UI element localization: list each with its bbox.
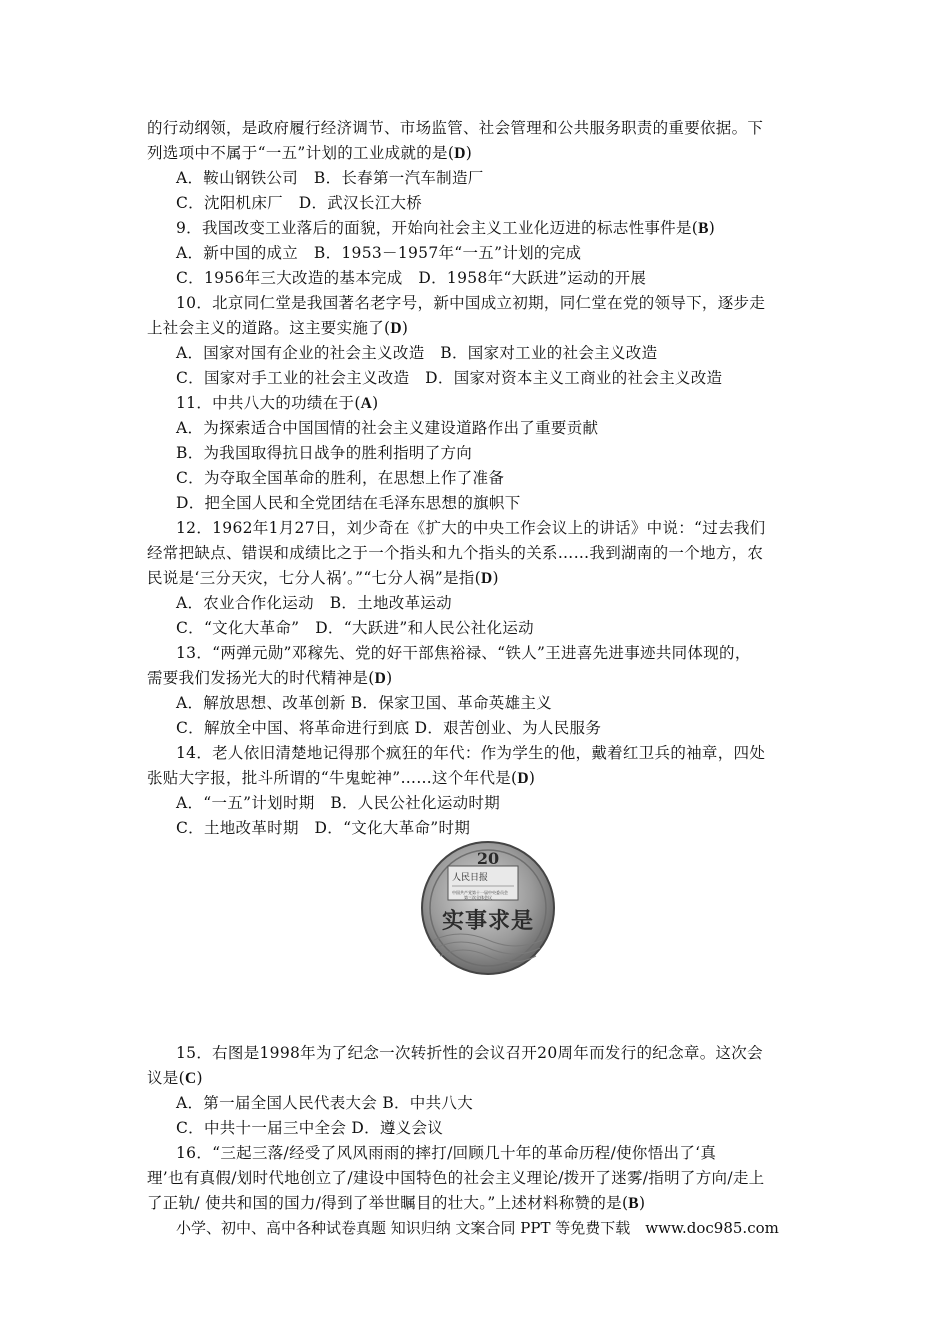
option-line — [176, 268, 646, 288]
option-line — [176, 1093, 473, 1113]
line-text: 15．右图是1998年为了纪念一次转折性的会议召开20周年而发行的纪念章。这次会 — [176, 1044, 763, 1062]
line-text: A．国家对国有企业的社会主义改造 B．国家对工业的社会主义改造 — [176, 344, 658, 362]
question-14-line-2 — [147, 768, 535, 789]
line-text: 11．中共八大的功绩在于( — [176, 394, 361, 412]
line-text: A．为探索适合中国国情的社会主义建设道路作出了重要贡献 — [176, 419, 599, 437]
page-footer: 小学、初中、高中各种试卷真题 知识归纳 文案合同 PPT 等免费下载 www.doc985.com — [176, 1219, 779, 1237]
question-12-line-2 — [147, 543, 763, 563]
option-line — [176, 818, 470, 838]
answer-q16: B — [628, 1195, 639, 1212]
question-9-line — [176, 218, 715, 239]
line-text: C．解放全中国、将革命进行到底 D．艰苦创业、为人民服务 — [176, 719, 602, 737]
question-14-line — [176, 743, 765, 763]
medal-newspaper-name: 人民日报 — [452, 873, 489, 883]
option-line — [176, 243, 581, 263]
option-line — [176, 368, 722, 388]
option-line — [176, 618, 534, 638]
question-10-line — [176, 293, 765, 313]
question-8-line — [147, 143, 472, 164]
option-line — [176, 718, 601, 738]
question-12-line — [176, 518, 765, 538]
line-text: A．解放思想、改革创新 B．保家卫国、革命英雄主义 — [176, 694, 553, 712]
question-16-line-2 — [147, 1168, 764, 1188]
answer-q11: A — [360, 395, 373, 412]
option-line — [176, 468, 504, 488]
medal-motto: 实事求是 — [441, 908, 535, 934]
line-text: C．1956年三大改造的基本完成 D．1958年“大跃进”运动的开展 — [176, 269, 647, 287]
close-paren: ) — [492, 569, 499, 587]
close-paren: ) — [708, 219, 716, 237]
question-15-line — [176, 1043, 763, 1063]
question-10-line-2 — [147, 318, 408, 339]
line-text: 理’也有真假/划时代地创立了/建设中国特色的社会主义理论/拨开了迷雾/指明了方向/走上 — [147, 1169, 765, 1187]
answer-q15: C — [184, 1070, 197, 1087]
close-paren: ) — [372, 394, 379, 412]
option-line — [176, 1118, 443, 1138]
close-paren: ) — [386, 669, 393, 687]
close-paren: ) — [196, 1069, 203, 1087]
answer-q14: D — [517, 770, 529, 787]
option-line — [176, 343, 657, 363]
medal-graphic — [420, 840, 556, 976]
line-text: C．国家对手工业的社会主义改造 D．国家对资本主义工商业的社会主义改造 — [176, 369, 723, 387]
option-line — [176, 168, 484, 188]
question-16-line-3 — [147, 1193, 645, 1214]
option-line — [176, 443, 472, 463]
answer-q13: D — [374, 670, 387, 687]
option-line — [176, 593, 452, 613]
line-text: 9．我国改变工业落后的面貌，开始向社会主义工业化迈进的标志性事件是( — [176, 219, 699, 237]
answer-q10: D — [390, 320, 402, 337]
line-text: 13．“两弹元勋”邓稼先、党的好干部焦裕禄、“铁人”王进喜先进事迹共同体现的， — [176, 644, 751, 662]
line-text: A．农业合作化运动 B．土地改革运动 — [176, 594, 452, 612]
question-11-line — [176, 393, 379, 414]
line-text: 需要我们发扬光大的时代精神是( — [147, 669, 375, 687]
line-text: C．中共十一届三中全会 D．遵义会议 — [176, 1119, 444, 1137]
line-text: D．把全国人民和全党团结在毛泽东思想的旗帜下 — [176, 494, 521, 512]
text-line — [147, 118, 763, 138]
commemorative-medal-image — [420, 840, 556, 976]
line-text: 16．“三起三落/经受了风风雨雨的摔打/回顾几十年的革命历程/使你悟出了‘真 — [176, 1144, 717, 1162]
option-line — [176, 418, 598, 438]
line-text: 经常把缺点、错误和成绩比之于一个指头和九个指头的关系……我到湖南的一个地方，农 — [147, 544, 764, 562]
question-16-line — [176, 1143, 716, 1163]
line-text: 14．老人依旧清楚地记得那个疯狂的年代：作为学生的他，戴着红卫兵的袖章，四处 — [176, 744, 766, 762]
question-12-line-3 — [147, 568, 499, 589]
line-text: C．“文化大革命” D．“大跃进”和人民公社化运动 — [176, 619, 534, 637]
line-text: 10．北京同仁堂是我国著名老字号，新中国成立初期，同仁堂在党的领导下，逐步走 — [176, 294, 766, 312]
line-text: 12．1962年1月27日，刘少奇在《扩大的中央工作会议上的讲话》中说：“过去我们 — [176, 519, 766, 537]
question-13-line — [176, 643, 751, 663]
line-text: A．第一届全国人民代表大会 B．中共八大 — [176, 1094, 474, 1112]
line-text: C．为夺取全国革命的胜利，在思想上作了准备 — [176, 469, 505, 487]
line-text: A．鞍山钢铁公司 B．长春第一汽车制造厂 — [176, 169, 484, 187]
line-text: 民说是‘三分天灾，七分人祸’。”“七分人祸”是指( — [147, 569, 481, 587]
close-paren: ) — [401, 319, 409, 337]
line-text: 议是( — [147, 1069, 185, 1087]
line-text: 了正轨/ 使共和国的国力/得到了举世瞩目的壮大。”上述材料称赞的是( — [147, 1194, 629, 1212]
answer-q9: B — [698, 220, 709, 237]
line-text: C．土地改革时期 D．“文化大革命”时期 — [176, 819, 471, 837]
option-line — [176, 693, 552, 713]
close-paren: ) — [638, 1194, 646, 1212]
line-text: 列选项中不属于“一五”计划的工业成就的是( — [147, 144, 455, 162]
question-15-line-2 — [147, 1068, 203, 1089]
medal-caption-line-1: 中国共产党第十一届中央委员会 — [452, 890, 508, 895]
close-paren: ) — [528, 769, 536, 787]
line-text: A．新中国的成立 B．1953－1957年“一五”计划的完成 — [176, 244, 582, 262]
line-text: 上社会主义的道路。这主要实施了( — [147, 319, 391, 337]
line-text: 张贴大字报，批斗所谓的“牛鬼蛇神”……这个年代是( — [147, 769, 518, 787]
line-text: B．为我国取得抗日战争的胜利指明了方向 — [176, 444, 473, 462]
question-13-line-2 — [147, 668, 392, 689]
line-text: A．“一五”计划时期 B．人民公社化运动时期 — [176, 794, 501, 812]
answer-q12: D — [480, 570, 493, 587]
line-text: 的行动纲领，是政府履行经济调节、市场监管、社会管理和公共服务职责的重要依据。下 — [147, 119, 764, 137]
option-line — [176, 793, 500, 813]
option-line — [176, 193, 422, 213]
medal-caption-line-2: 第三次全体会议 — [464, 895, 492, 900]
line-text: C．沈阳机床厂 D．武汉长江大桥 — [176, 194, 423, 212]
option-line — [176, 493, 521, 513]
answer-q8: D — [454, 145, 466, 162]
medal-number: 20 — [476, 849, 500, 868]
close-paren: ) — [465, 144, 473, 162]
